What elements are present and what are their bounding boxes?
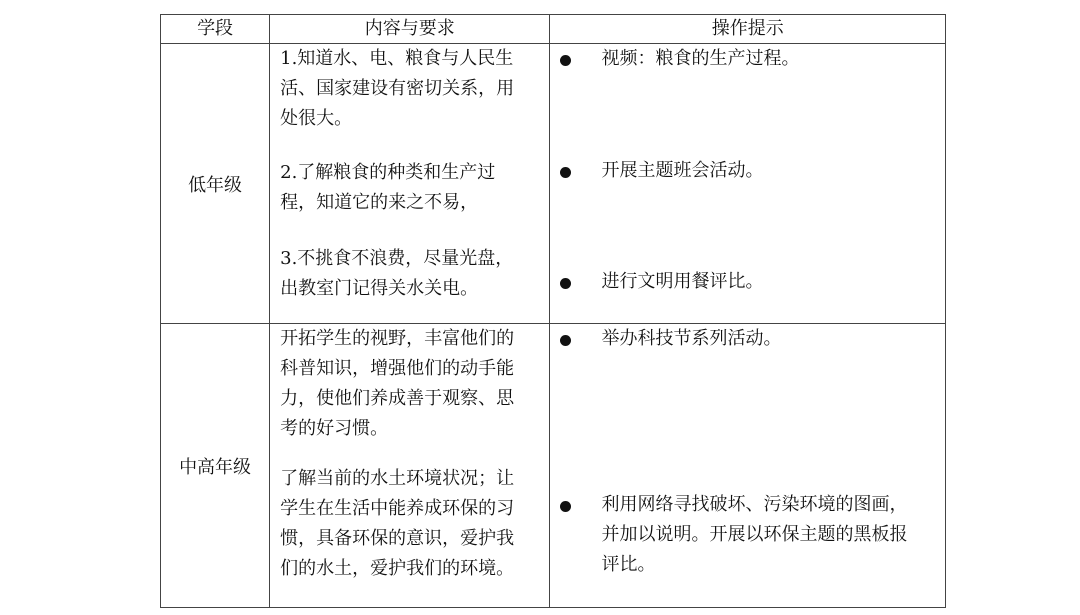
tips-cell	[550, 44, 946, 324]
header-content: 内容与要求	[270, 15, 550, 44]
table-row	[161, 44, 946, 324]
curriculum-table	[160, 14, 946, 608]
tip-text: 举办科技节系列活动。	[601, 328, 782, 349]
tip-text: 开展主题班会活动。	[601, 160, 764, 181]
content-cell	[270, 324, 550, 608]
bullet-icon	[560, 55, 571, 66]
content-paragraph: 3.不挑食不浪费，尽量光盘， 出教室门记得关水关电。	[280, 248, 514, 299]
tip-item	[560, 44, 937, 74]
content-paragraph: 1.知道水、电、粮食与人民生 活、国家建设有密切关系，用 处很大。	[280, 48, 515, 129]
table-row	[161, 324, 946, 608]
tip-text: 进行文明用餐评比。	[601, 271, 764, 292]
header-stage: 学段	[161, 15, 270, 44]
tip-item	[560, 267, 937, 297]
bullet-icon	[560, 335, 571, 346]
content-paragraph: 开拓学生的视野，丰富他们的 科普知识，增强他们的动手能 力，使他们养成善于观察、思 考的好习惯。	[280, 328, 515, 439]
tip-item	[560, 156, 937, 186]
bullet-icon	[560, 167, 571, 178]
header-tips: 操作提示	[550, 15, 946, 44]
stage-cell: 中高年级	[161, 324, 270, 608]
tip-item	[560, 490, 937, 580]
stage-cell: 低年级	[161, 44, 270, 324]
table-header-row	[161, 15, 946, 44]
tip-text: 利用网络寻找破坏、污染环境的图画， 并加以说明。开展以环保主题的黑板报 评比。	[601, 494, 908, 575]
bullet-icon	[560, 278, 571, 289]
tip-text: 视频：粮食的生产过程。	[601, 48, 800, 69]
bullet-icon	[560, 501, 571, 512]
tips-cell	[550, 324, 946, 608]
tip-item	[560, 324, 937, 354]
content-paragraph: 2.了解粮食的种类和生产过 程，知道它的来之不易，	[280, 162, 496, 213]
content-paragraph: 了解当前的水土环境状况；让 学生在生活中能养成环保的习 惯，具备环保的意识，爱护我 们的水土，爱护我们的环境。	[280, 468, 515, 579]
content-cell	[270, 44, 550, 324]
